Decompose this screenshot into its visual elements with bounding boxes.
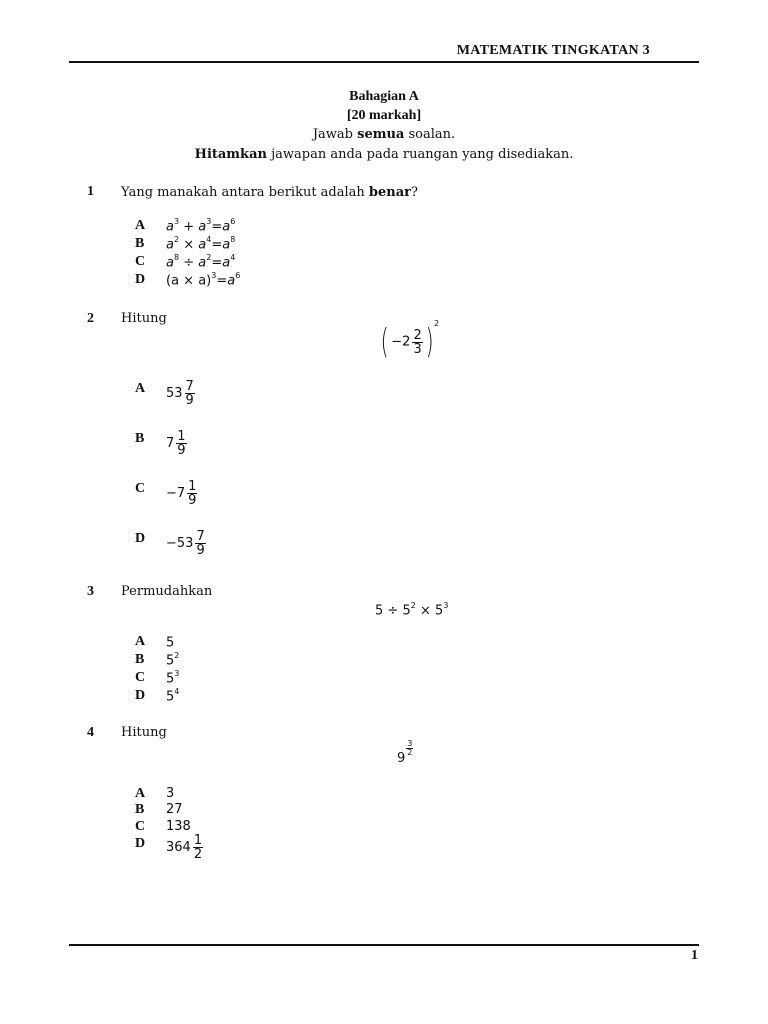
question-number: 3 bbox=[87, 584, 94, 599]
option-letter[interactable]: A bbox=[135, 218, 146, 233]
header-rule bbox=[69, 61, 699, 63]
option-value: 364 $\frac{1}{2}$ bbox=[166, 833, 203, 862]
option-letter[interactable]: B bbox=[135, 802, 145, 817]
page-number: 1 bbox=[691, 948, 698, 963]
question-text: Permudahkan bbox=[121, 584, 213, 599]
option-value: $5^4$ bbox=[166, 687, 180, 705]
option-value: −7 $\frac{1}{9}$ bbox=[166, 479, 197, 508]
option-value: $5^3$ bbox=[166, 669, 180, 687]
option-value: 27 bbox=[166, 802, 183, 817]
option-value: $a^2 \times a^4=a^8$ bbox=[166, 235, 236, 253]
option-letter[interactable]: D bbox=[135, 836, 146, 851]
section-marks: [20 markah] bbox=[346, 108, 422, 123]
question-text: Hitung bbox=[121, 725, 167, 740]
option-letter[interactable]: C bbox=[135, 670, 146, 685]
option-letter[interactable]: C bbox=[135, 819, 146, 834]
option-value: $a^8 \div a^2=a^4$ bbox=[166, 253, 236, 271]
option-letter[interactable]: D bbox=[135, 688, 146, 703]
footer-rule bbox=[69, 944, 699, 946]
option-letter[interactable]: A bbox=[135, 786, 146, 801]
option-value: $5^2$ bbox=[166, 651, 180, 669]
option-letter[interactable]: D bbox=[135, 272, 146, 287]
option-letter[interactable]: B bbox=[135, 652, 145, 667]
question-number: 4 bbox=[87, 725, 94, 740]
instruction-line-1: Jawab semua soalan. bbox=[312, 127, 456, 142]
option-value: 53 $\frac{7}{9}$ bbox=[166, 379, 194, 408]
option-value: $a^3 + a^3=a^6$ bbox=[166, 217, 236, 235]
question-expression: ( −2 $\frac{2}{3}$ )$^2$ bbox=[380, 319, 440, 362]
option-value: −53 $\frac{7}{9}$ bbox=[166, 529, 205, 558]
question-text: Yang manakah antara berikut adalah benar? bbox=[121, 185, 418, 200]
option-value: 7 $\frac{1}{9}$ bbox=[166, 429, 186, 458]
option-value: 138 bbox=[166, 819, 191, 834]
question-expression: $5 \div 5^2 \times 5^3$ bbox=[375, 601, 449, 619]
option-letter[interactable]: C bbox=[135, 481, 146, 496]
question-text: Hitung bbox=[121, 311, 167, 326]
question-number: 2 bbox=[87, 311, 94, 326]
option-letter[interactable]: D bbox=[135, 531, 146, 546]
option-value: $(a \times a)^3=a^6$ bbox=[166, 271, 241, 289]
option-letter[interactable]: A bbox=[135, 634, 146, 649]
option-letter[interactable]: B bbox=[135, 431, 145, 446]
question-number: 1 bbox=[87, 184, 94, 199]
option-value: 5 bbox=[166, 635, 175, 651]
option-value: 3 bbox=[166, 786, 175, 801]
option-letter[interactable]: B bbox=[135, 236, 145, 251]
option-letter[interactable]: A bbox=[135, 381, 146, 396]
option-letter[interactable]: C bbox=[135, 254, 146, 269]
section-title: Bahagian A bbox=[349, 89, 419, 104]
header-title: MATEMATIK TINGKATAN 3 bbox=[456, 43, 650, 58]
instruction-line-2: Hitamkan jawapan anda pada ruangan yang disediakan. bbox=[194, 147, 574, 162]
question-expression: 9 $\frac{3}{2}$ bbox=[397, 739, 413, 766]
